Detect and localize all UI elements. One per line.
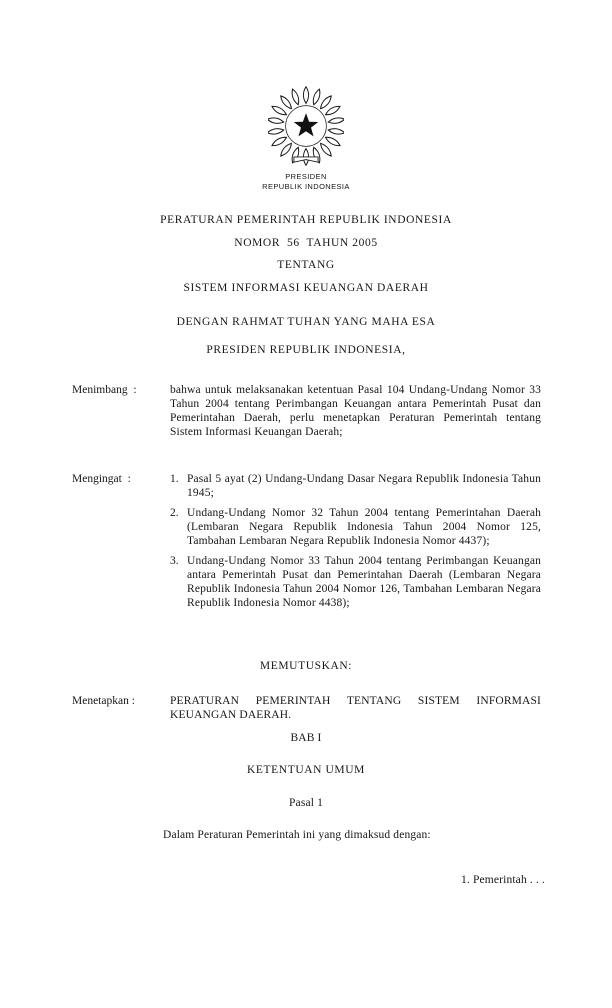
letterhead-republik: REPUBLIK INDONESIA	[262, 181, 350, 191]
invocation-line: DENGAN RAHMAT TUHAN YANG MAHA ESA	[176, 315, 436, 328]
mengingat-label: Mengingat :	[72, 472, 131, 485]
mengingat-item-2	[170, 506, 541, 548]
list-number: 1.	[170, 472, 179, 485]
list-text: Undang-Undang Nomor 33 Tahun 2004 tentang Perimbangan Keuangan antara Pemerintah Pusat dan Pemerintahan Daerah (Lembaran Negara Republik Indonesia Tahun 2004 Nomor 126, Tambahan Lembaran Negara Republik Indonesia Nomor 4438);	[187, 554, 541, 609]
list-text: Pasal 5 ayat (2) Undang-Undang Dasar Negara Republik Indonesia Tahun 1945;	[187, 472, 541, 499]
presidential-seal-icon	[0, 86, 612, 166]
list-text: Undang-Undang Nomor 32 Tahun 2004 tentang Pemerintahan Daerah (Lembaran Negara Republik Indonesia Tahun 2004 Nomor 125, Tambahan Lembaran Negara Republik Indonesia Nomor 4437);	[187, 506, 541, 547]
letterhead-presiden: PRESIDEN	[285, 172, 327, 181]
mengingat-list	[170, 472, 541, 616]
pasal-intro: Dalam Peraturan Pemerintah ini yang dimaksud dengan:	[163, 828, 431, 841]
pasal-heading: Pasal 1	[289, 796, 323, 809]
mengingat-item-3	[170, 554, 541, 610]
document-title-block	[0, 214, 612, 295]
doc-tentang-line: TENTANG	[277, 259, 335, 271]
mengingat-item-1	[170, 472, 541, 500]
menimbang-clause	[72, 383, 541, 439]
menetapkan-text: PERATURAN PEMERINTAH TENTANG SISTEM INFORMASI KEUANGAN DAERAH.	[170, 694, 541, 721]
catchword: 1. Pemerintah . . .	[461, 873, 545, 886]
bab-heading: BAB I	[290, 731, 322, 744]
mengingat-clause	[72, 472, 541, 616]
authority-line: PRESIDEN REPUBLIK INDONESIA,	[206, 343, 406, 356]
menimbang-label: Menimbang :	[72, 383, 137, 396]
list-number: 3.	[170, 554, 179, 567]
doc-number-line: NOMOR 56 TAHUN 2005	[234, 236, 378, 249]
menetapkan-clause	[72, 694, 541, 722]
memutuskan-heading: MEMUTUSKAN:	[259, 659, 353, 672]
letterhead	[0, 172, 612, 191]
bab-title: KETENTUAN UMUM	[247, 763, 365, 776]
doc-subject-line: SISTEM INFORMASI KEUANGAN DAERAH	[183, 281, 429, 294]
list-number: 2.	[170, 506, 179, 519]
doc-title-line: PERATURAN PEMERINTAH REPUBLIK INDONESIA	[160, 214, 452, 226]
menetapkan-label: Menetapkan :	[72, 694, 135, 707]
menimbang-text: bahwa untuk melaksanakan ketentuan Pasal 104 Undang-Undang Nomor 33 Tahun 2004 tentang Perimbangan Keuangan antara Pemerintah Pusat dan Pemerintahan Daerah, perlu menetapkan Peraturan Pemerintah tentang Sistem Informasi Keuangan Daerah;	[170, 383, 541, 438]
